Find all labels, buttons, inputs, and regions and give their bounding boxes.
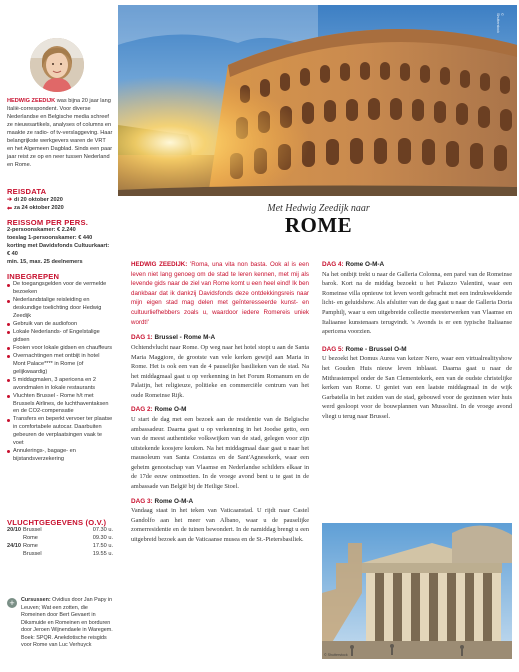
reisdata-heading: REISDATA bbox=[7, 187, 47, 196]
flight-city: Brussel bbox=[23, 551, 42, 558]
headline-kicker: Met Hedwig Zeedijk naar bbox=[267, 203, 370, 214]
inbegrepen-heading: INBEGREPEN bbox=[7, 272, 60, 281]
author-name: HEDWIG ZEEDIJK bbox=[7, 98, 56, 104]
list-item: Vluchten Brussel - Rome h/t met Brussels Airlines, de luchthaventaksen en de CO2-compensatie bbox=[7, 393, 113, 417]
cursus-note bbox=[7, 597, 113, 650]
day-heading bbox=[131, 405, 309, 415]
day-title: Rome O-M-A bbox=[345, 261, 385, 268]
day-text: U bezoekt het Domus Aurea van keizer Nero, waar een virtualrealityshow het Gouden Huis nieuw leven inblaast. Daarna gaat u naar de Mithrastempel onder de San Clementekerk, een van de oudste christelijke kerken van Rome. U geniet van een laatste middagmaal in de wijk Garbatella in het zuiden van de stad, gebouwd voor de gezinnen wier huis werd gesloopt voor de bouwplannen van Mussolini. In de vroege avond vliegt u terug naar Brussel. bbox=[322, 355, 512, 420]
flight-day: 24/10 bbox=[7, 543, 21, 550]
list-item: Transfers en beperkt vervoer ter plaatse in comfortabele autocar. Daarbuiten gebeuren de verplaatsingen vaak te voet bbox=[7, 416, 113, 448]
flight-day: 20/10 bbox=[7, 527, 21, 534]
day-heading bbox=[322, 345, 512, 355]
day-text: Na het ontbijt trekt u naar de Galleria Colonna, een parel van de Romeinse barok. Kort na de middag bezoekt u het Palazzo Valentini, waar een Romeinse villa opnieuw tot leven wordt gebracht met een indrukwekkende licht- en geluidshow. Als afsluiter van de dag gaat u naar de Galleria Doria Pamphilj, waar u een uitgebreide collectie meesterwerken van Vlaamse en Italiaanse kunstenaars terugvindt. 's Avonds is er een typische Italiaanse apericena voorzien. bbox=[322, 270, 512, 336]
flight-row bbox=[7, 527, 113, 535]
day-number: DAG 3: bbox=[131, 497, 153, 505]
flights-heading: VLUCHTGEGEVENS (O.V.) bbox=[7, 518, 107, 527]
arrow-right-icon: ➔ bbox=[7, 197, 13, 204]
pantheon-photo bbox=[322, 523, 512, 659]
day-title: Brussel - Rome M-A bbox=[154, 334, 216, 342]
cursus-text-block bbox=[21, 597, 113, 650]
arrow-left-icon: ⬅ bbox=[7, 206, 13, 212]
flight-time: 19.55 u. bbox=[92, 551, 113, 558]
inbegrepen-list bbox=[7, 281, 113, 464]
list-item: De toegangsgelden voor de vermelde bezoeken bbox=[7, 281, 113, 297]
flight-day bbox=[7, 535, 23, 543]
flight-time: 09.30 u. bbox=[92, 535, 113, 542]
list-item: 5 middagmalen, 3 apericena en 2 avondmalen in lokale restaurants bbox=[7, 377, 113, 393]
list-item: Nederlandstalige reisleiding en deskundige toelichting door Hedwig Zeedijk bbox=[7, 297, 113, 321]
day-number: DAG 4: bbox=[322, 261, 344, 268]
page-title: ROME bbox=[284, 213, 353, 237]
author-bio-text: was bijna 20 jaar lang Italië-correspondent. Voor diverse Nederlandse en Belgische media schreef ze nieuwsartikels, analyses of columns en maakte ze radio- of tv-verslaggeving. Haar belangrijkste werkgevers waren de VRT en het Algemeen Dagblad. Sinds een paar jaar reist ze op en neer tussen Nederland en Rome. bbox=[7, 98, 113, 168]
flight-city: Rome bbox=[23, 543, 38, 550]
flight-row bbox=[7, 551, 113, 559]
flight-time: 17.50 u. bbox=[92, 543, 113, 550]
flight-day bbox=[7, 551, 23, 559]
flights-section bbox=[7, 512, 113, 559]
plus-icon: + bbox=[7, 598, 17, 608]
price-line: min. 15, max. 25 deelnemers bbox=[7, 259, 83, 266]
reisdata-section bbox=[7, 181, 113, 214]
list-item: Gebruik van de audiofoon bbox=[7, 321, 113, 329]
depart-date-row bbox=[7, 196, 113, 205]
author-bio bbox=[7, 98, 113, 169]
price-heading: REISSOM PER PERS. bbox=[7, 218, 89, 227]
day-text: U start de dag met een bezoek aan de residentie van de Belgische ambassadeur. Daarna gaat u op verkenning in het Joodse getto, een van de meest authentieke volkswijken van de stad, gelegen voor zijn uitstekende koosjere keuken. Na het middagmaal daar gaat u naar het mausoleum van Santa Costanza en de Sant'Agnesekerk, waar een geheim genootschap van Vlaamse en Nederlandse schilders elkaar in de 17de eeuw ontmoetten. In de vroege avond bent u te gast in de ambassade van België bij de Heilige Stoel. bbox=[131, 416, 309, 491]
intro-text: 'Roma, una vita non basta. Ook al is een leven niet lang genoeg om de stad te leren kennen, met mij als levende gids naar de ziel van Rome komt u een heel eind! Ik ben dankbaar dat ik dankzij Davidsfonds deze ontdekkingsreis naar mijn eigen stad mag delen met geïnteresseerde kunst- en cultuurliefhebbers zoals u, waardoor iedere Romereis uniek wordt!' bbox=[131, 261, 309, 326]
day-text: Ochtendvlucht naar Rome. Op weg naar het hotel stopt u aan de Santa Maria Maggiore, de grootste van vele kerken gewijd aan Maria in Rome. Het is ook een van de 4 pauselijke basilieken van de stad. Na het middagmaal gaat u op verkenning in het Forum Romanum en de Palatijn, het religieuze, politieke en commerciële centrum van het oude Romeinse Rijk. bbox=[131, 344, 309, 399]
depart-date: di 20 oktober 2020 bbox=[14, 196, 63, 203]
colosseum-photo bbox=[118, 5, 517, 196]
price-line: 2-persoonskamer: € 2.240 bbox=[7, 227, 76, 234]
day-title: Rome O-M bbox=[154, 406, 187, 414]
pantheon-credit: © Shutterstock bbox=[324, 653, 348, 657]
day-title: Rome - Brussel O-M bbox=[345, 345, 407, 353]
price-line: korting met Davidsfonds Cultuurkaart: € 40 bbox=[7, 243, 110, 258]
list-item: Fooien voor lokale gidsen en chauffeurs bbox=[7, 345, 113, 353]
day-number: DAG 2: bbox=[131, 406, 153, 414]
author-photo bbox=[30, 38, 84, 92]
flight-city: Brussel bbox=[23, 527, 42, 534]
intro-quote bbox=[131, 260, 309, 327]
price-section bbox=[7, 212, 113, 267]
intro-name: HEDWIG ZEEDIJK: bbox=[131, 261, 188, 268]
flight-city: Rome bbox=[23, 535, 38, 542]
day-heading bbox=[131, 333, 309, 343]
return-date: za 24 oktober 2020 bbox=[14, 205, 64, 212]
flight-row bbox=[7, 535, 113, 543]
inbegrepen-section bbox=[7, 266, 113, 464]
list-item: Annulerings-, bagage- en bijstandsverzekering bbox=[7, 448, 113, 464]
article-column-1 bbox=[131, 260, 309, 545]
list-item: Overnachtingen met ontbijt in hotel Mont Palace**** in Rome (of gelijkwaardig) bbox=[7, 353, 113, 377]
article-column-2 bbox=[322, 260, 512, 421]
day-text: Vandaag staat in het teken van Vaticaanstad. U rijdt naar Castel Gandolfo aan het meer van Albano, waar u de pauselijke zomerresidentie en de tuinen bewondert. In de namiddag brengt u een uitgebreid bezoek aan de Vaticaanse musea en de St.-Pietersbasiliek. bbox=[131, 507, 309, 544]
flight-time: 07.30 u. bbox=[92, 527, 113, 534]
day-number: DAG 1: bbox=[131, 334, 153, 342]
day-title: Rome O-M-A bbox=[154, 497, 194, 505]
list-item: Lokale Nederlands- of Engelstalige gidsen bbox=[7, 329, 113, 345]
cursus-label: Cursussen: bbox=[21, 597, 51, 603]
sidebar bbox=[0, 0, 118, 672]
day-heading bbox=[131, 497, 309, 507]
price-line: toeslag 1-persoonskamer: € 440 bbox=[7, 235, 93, 242]
day-number: DAG 5: bbox=[322, 345, 344, 353]
hero-credit: © Shutterstock bbox=[496, 13, 504, 33]
cursus-text: Ovidius door Jan Papy in Leuven; Wat een zotten, die Romeinen door Bert Gevaert in Diksmuide en Romeinen en borduren door Jeroen Wijnendaele in Waregem. Boek: SPQR. Anekdotische reisgids voor Rome van Luc Verhuyck bbox=[21, 597, 113, 649]
day-heading bbox=[322, 260, 512, 270]
headline bbox=[118, 203, 519, 237]
flight-row bbox=[7, 543, 113, 551]
